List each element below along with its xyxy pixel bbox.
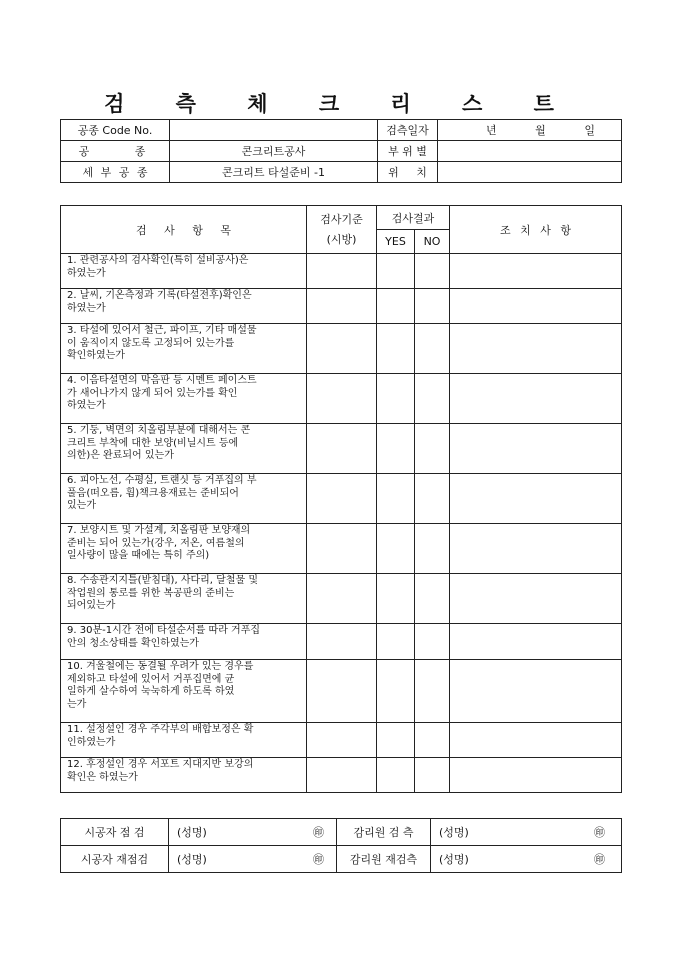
no-cell[interactable]: [415, 524, 450, 574]
name-label: (성명): [439, 853, 469, 866]
contractor-inspection-label: 시공자 점 검: [61, 819, 169, 846]
contractor-reinspection-sign-field[interactable]: [169, 846, 337, 873]
standard-cell[interactable]: [307, 624, 377, 660]
no-header: NO: [415, 230, 450, 254]
info-table: [60, 119, 622, 183]
page-title: 검 측 체 크 리 스 트: [104, 91, 576, 116]
yes-header: YES: [377, 230, 415, 254]
part-field[interactable]: [438, 141, 622, 162]
action-cell[interactable]: [450, 324, 622, 374]
sub-work-type-value[interactable]: 콘크리트 타설준비 -1: [170, 162, 378, 183]
signature-table: [60, 818, 622, 873]
no-cell[interactable]: [415, 474, 450, 524]
action-cell[interactable]: [450, 574, 622, 624]
standard-header: 검사기준 (시방): [307, 206, 377, 254]
no-cell[interactable]: [415, 758, 450, 793]
standard-cell[interactable]: [307, 474, 377, 524]
yes-cell[interactable]: [377, 254, 415, 289]
location-field[interactable]: [438, 162, 622, 183]
action-cell[interactable]: [450, 624, 622, 660]
result-header: 검사결과: [377, 206, 450, 230]
check-item-4: 4. 이음타설면의 막음판 등 시멘트 페이스트 가 새어나가지 않게 되어 있는가를 확인 하였는가: [61, 374, 307, 424]
check-item-7: 7. 보양시트 및 가설계, 치올림판 보양재의 준비는 되어 있는가(강우, 저온, 여름철의 일사량이 많을 때에는 특히 주의): [61, 524, 307, 574]
day-label: 일: [584, 124, 595, 137]
inspection-date-label: 검측일자: [378, 120, 438, 141]
check-item-5: 5. 기둥, 벽면의 치올림부분에 대해서는 콘 크리트 부착에 대한 보양(비닐시트 등에 의한)은 완료되어 있는가: [61, 424, 307, 474]
contractor-inspection-sign-field[interactable]: [169, 819, 337, 846]
standard-cell[interactable]: [307, 254, 377, 289]
yes-cell[interactable]: [377, 524, 415, 574]
check-item-10: 10. 겨울철에는 동결될 우려가 있는 경우를 제외하고 타설에 있어서 거푸집면에 균 일하게 살수하여 눅눅하게 하도록 하였 는가: [61, 660, 307, 723]
work-type-value[interactable]: 콘크리트공사: [170, 141, 378, 162]
name-label: (성명): [177, 826, 207, 839]
yes-cell[interactable]: [377, 624, 415, 660]
no-cell[interactable]: [415, 723, 450, 758]
no-cell[interactable]: [415, 324, 450, 374]
check-item-9: 9. 30분-1시간 전에 타설순서를 따라 거푸집 안의 청소상태를 확인하였는가: [61, 624, 307, 660]
standard-cell[interactable]: [307, 324, 377, 374]
part-label: 부 위 별: [378, 141, 438, 162]
action-cell[interactable]: [450, 289, 622, 324]
yes-cell[interactable]: [377, 723, 415, 758]
seal-icon: ㊞: [313, 826, 324, 839]
yes-cell[interactable]: [377, 474, 415, 524]
yes-cell[interactable]: [377, 660, 415, 723]
check-item-3: 3. 타설에 있어서 철근, 파이프, 기타 매설물 이 움직이지 않도록 고정되어 있는가를 확인하였는가: [61, 324, 307, 374]
yes-cell[interactable]: [377, 758, 415, 793]
name-label: (성명): [177, 853, 207, 866]
seal-icon: ㊞: [313, 853, 324, 866]
standard-cell[interactable]: [307, 660, 377, 723]
location-label: 위 치: [378, 162, 438, 183]
yes-cell[interactable]: [377, 289, 415, 324]
yes-cell[interactable]: [377, 574, 415, 624]
supervisor-reinspection-sign-field[interactable]: [431, 846, 622, 873]
seal-icon: ㊞: [594, 853, 605, 866]
no-cell[interactable]: [415, 254, 450, 289]
check-item-8: 8. 수송관지지틀(받침대), 사다리, 달철물 및 작업원의 통로를 위한 복공판의 준비는 되어있는가: [61, 574, 307, 624]
check-item-2: 2. 날씨, 기온측정과 기록(타설전후)확인은 하였는가: [61, 289, 307, 324]
standard-cell[interactable]: [307, 723, 377, 758]
check-item-11: 11. 설정설인 경우 주각부의 배합보정은 확 인하였는가: [61, 723, 307, 758]
supervisor-reinspection-label: 감리원 재검측: [337, 846, 431, 873]
check-item-12: 12. 후정설인 경우 서포트 지대지반 보강의 확인은 하였는가: [61, 758, 307, 793]
standard-cell[interactable]: [307, 758, 377, 793]
no-cell[interactable]: [415, 374, 450, 424]
no-cell[interactable]: [415, 624, 450, 660]
year-label: 년: [486, 124, 497, 137]
action-cell[interactable]: [450, 758, 622, 793]
work-type-label: 공 종: [61, 141, 170, 162]
supervisor-inspection-sign-field[interactable]: [431, 819, 622, 846]
inspection-date-field[interactable]: [438, 120, 622, 141]
no-cell[interactable]: [415, 289, 450, 324]
item-header: 검 사 항 목: [61, 206, 307, 254]
standard-cell[interactable]: [307, 574, 377, 624]
action-cell[interactable]: [450, 474, 622, 524]
action-cell[interactable]: [450, 374, 622, 424]
action-cell[interactable]: [450, 254, 622, 289]
standard-cell[interactable]: [307, 374, 377, 424]
month-label: 월: [535, 124, 546, 137]
yes-cell[interactable]: [377, 324, 415, 374]
no-cell[interactable]: [415, 424, 450, 474]
contractor-reinspection-label: 시공자 재점검: [61, 846, 169, 873]
no-cell[interactable]: [415, 660, 450, 723]
no-cell[interactable]: [415, 574, 450, 624]
action-header: 조 치 사 항: [450, 206, 622, 254]
standard-cell[interactable]: [307, 524, 377, 574]
check-item-1: 1. 관련공사의 검사확인(특히 설비공사)은 하였는가: [61, 254, 307, 289]
action-cell[interactable]: [450, 524, 622, 574]
standard-cell[interactable]: [307, 424, 377, 474]
action-cell[interactable]: [450, 723, 622, 758]
work-code-field[interactable]: [170, 120, 378, 141]
check-item-6: 6. 피아노선, 수평실, 트랜싯 등 거푸집의 부 풀음(떠오름, 휨)책크용재료는 준비되어 있는가: [61, 474, 307, 524]
yes-cell[interactable]: [377, 374, 415, 424]
name-label: (성명): [439, 826, 469, 839]
yes-cell[interactable]: [377, 424, 415, 474]
seal-icon: ㊞: [594, 826, 605, 839]
standard-cell[interactable]: [307, 289, 377, 324]
work-code-label: 공종 Code No.: [61, 120, 170, 141]
action-cell[interactable]: [450, 660, 622, 723]
action-cell[interactable]: [450, 424, 622, 474]
checklist-table: [60, 205, 622, 793]
sub-work-type-label: 세 부 공 종: [61, 162, 170, 183]
supervisor-inspection-label: 감리원 검 측: [337, 819, 431, 846]
